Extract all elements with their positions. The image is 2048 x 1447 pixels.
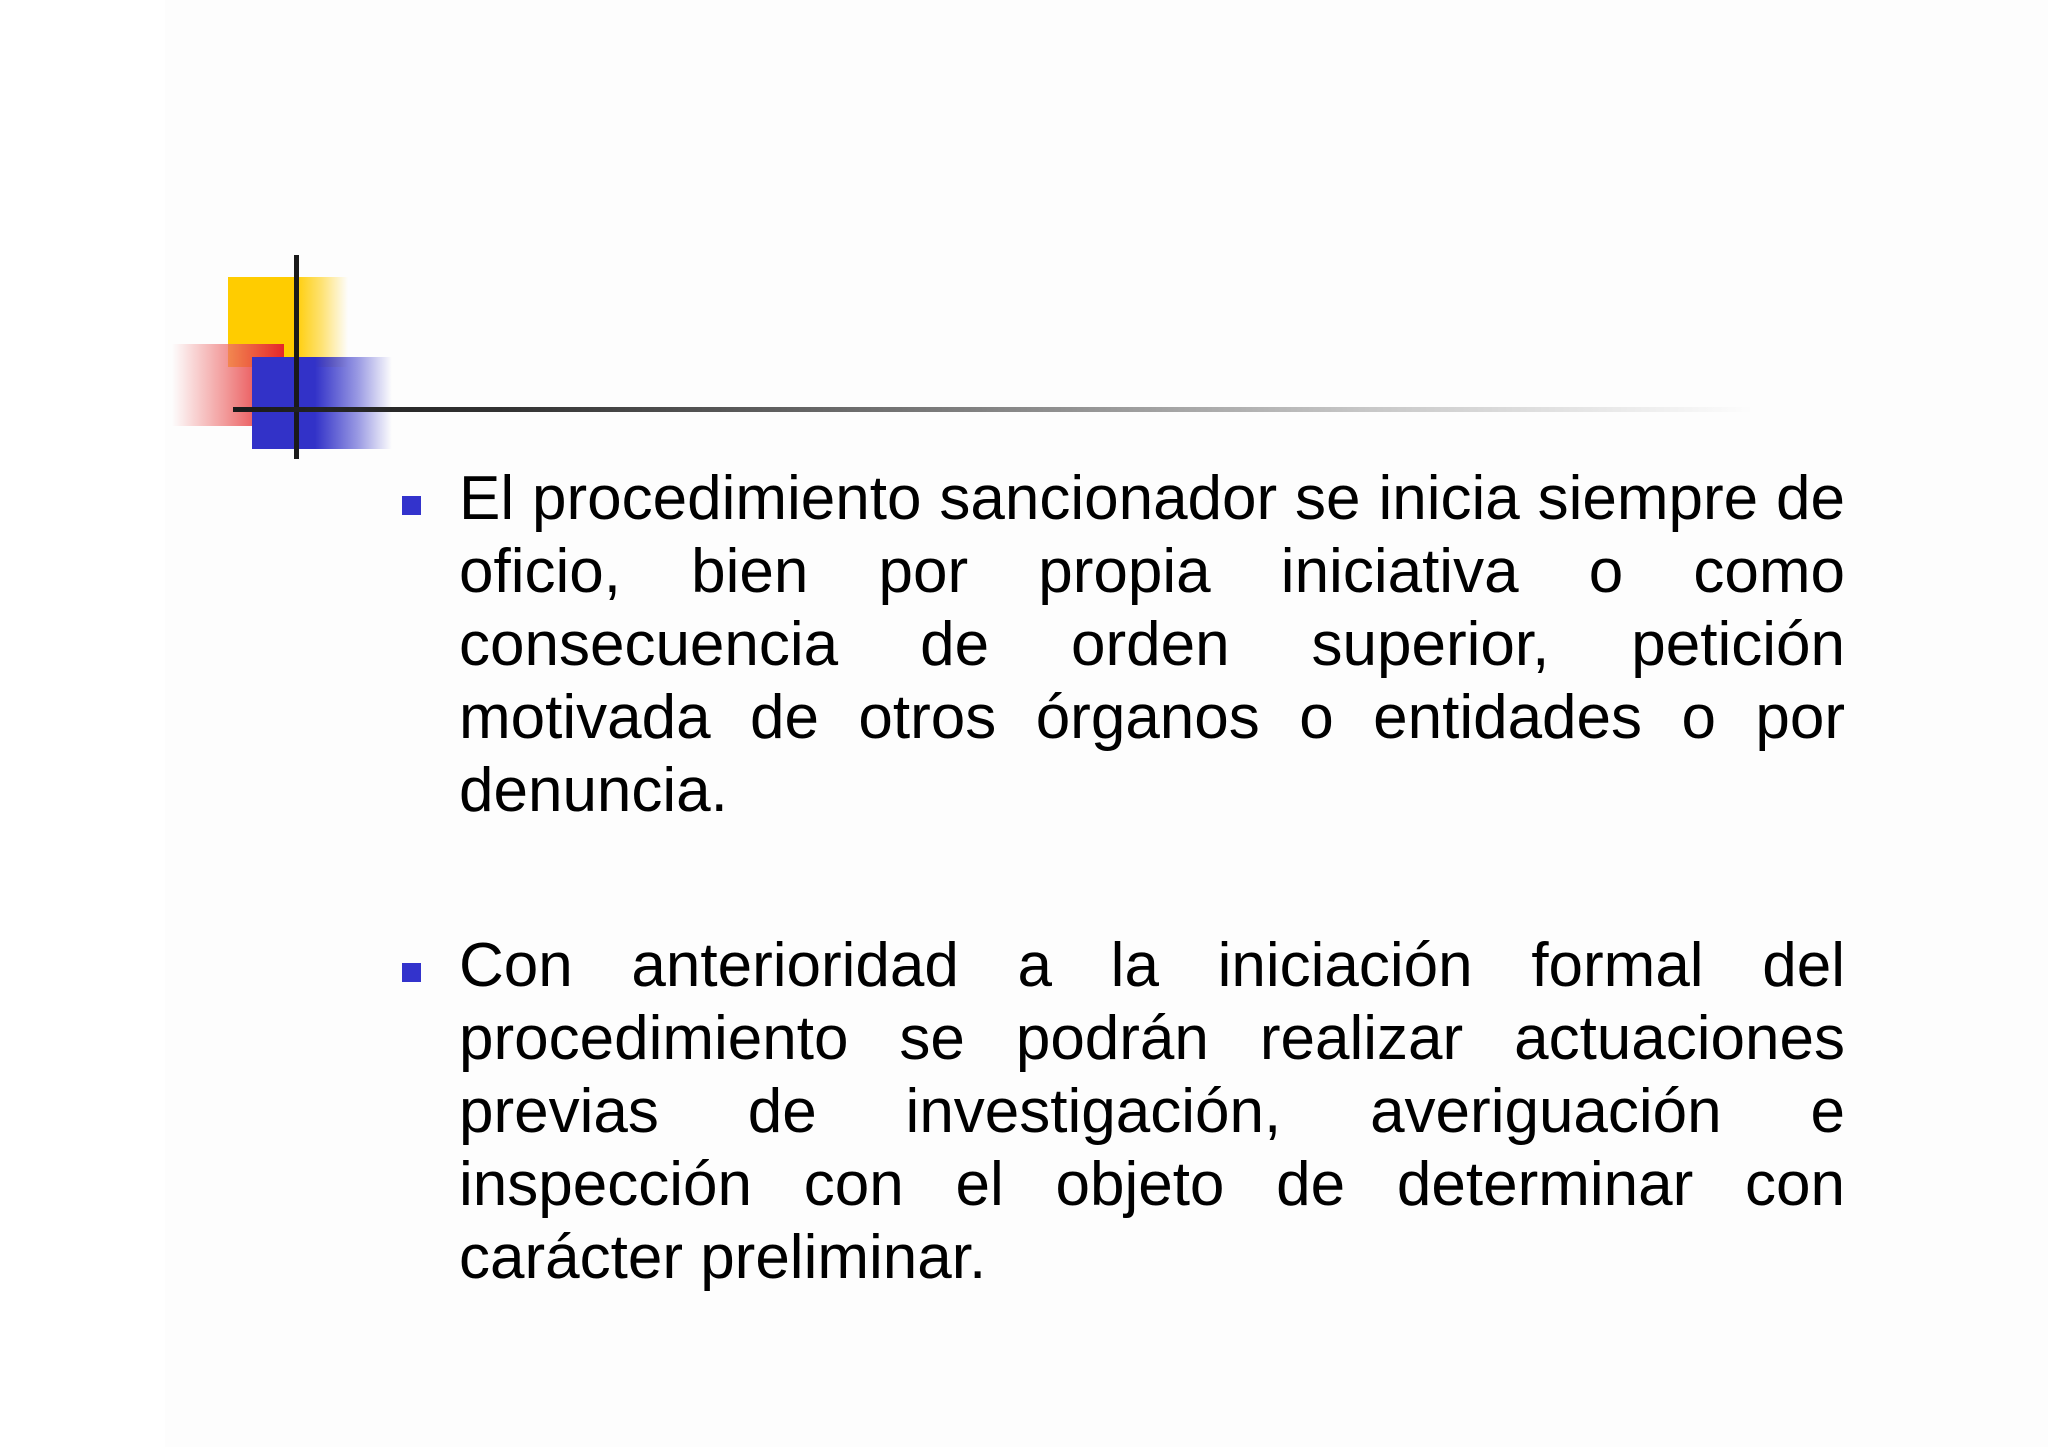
square-bullet-icon [402,496,421,515]
horizontal-rule-decoration [233,407,1753,412]
bullet-item [392,929,1845,1294]
bullet-item [392,462,1845,827]
bullet-text: Con anterioridad a la iniciación formal del procedimiento se podrán realizar actuaciones previas de investigación, averiguación e inspección con el objeto de determinar con carácter preliminar. [459,931,1845,1292]
square-bullet-icon [402,963,421,982]
bullet-text: El procedimiento sancionador se inicia siempre de oficio, bien por propia iniciativa o como consecuencia de orden superior, petición motivada de otros órganos o entidades o por denuncia. [459,464,1845,825]
blue-square-decoration [252,357,392,449]
vertical-rule-decoration [294,255,299,459]
bullet-list [392,462,1845,1396]
left-margin-band [0,0,165,1447]
